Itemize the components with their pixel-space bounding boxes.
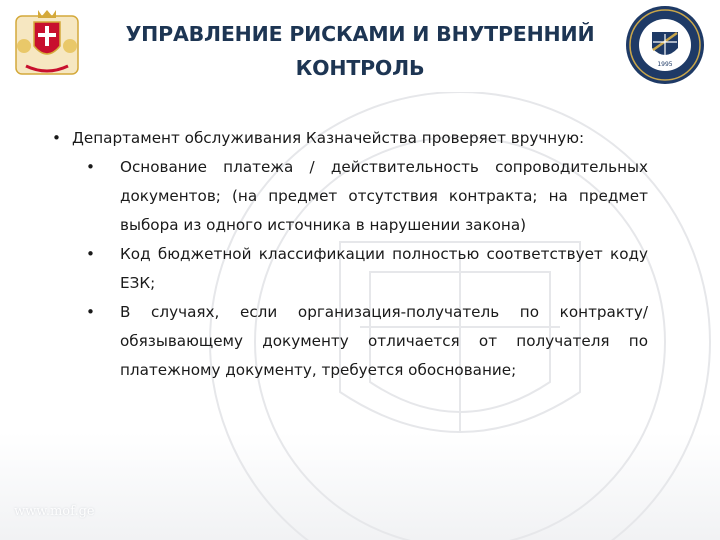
title-line-2: КОНТРОЛЬ xyxy=(295,56,425,80)
title-line-1: УПРАВЛЕНИЕ РИСКАМИ И ВНУТРЕННИЙ xyxy=(125,22,595,46)
intro-text: Департамент обслуживания Казначейства проверяет вручную: xyxy=(72,129,585,147)
slide-body xyxy=(50,124,648,385)
list-item xyxy=(86,240,648,298)
list-item xyxy=(86,153,648,240)
bullet-text: Основание платежа / действительность сопроводительных документов; (на предмет отсутствия контракта; на предмет выбора из одного источника в нарушении закона) xyxy=(120,158,648,234)
bullet-text: Код бюджетной классификации полностью соответствует коду ЕЗК; xyxy=(120,245,648,292)
list-item xyxy=(86,298,648,385)
slide-header xyxy=(0,0,720,96)
bullet-glyph: • xyxy=(86,303,95,321)
slide-title xyxy=(100,17,620,85)
treasury-seal-icon xyxy=(624,4,706,86)
bullet-text: В случаях, если организация-получатель по контракту/обязывающему документу отличается от получателя по платежному документу, требуется обоснование; xyxy=(120,303,648,379)
intro-bullet xyxy=(50,124,648,153)
bullet-glyph: • xyxy=(86,245,95,263)
georgia-coat-of-arms-icon xyxy=(12,6,82,78)
bullet-glyph: • xyxy=(86,158,95,176)
seal-year: 1995 xyxy=(657,61,673,68)
footer-url: www.mof.ge xyxy=(14,504,95,519)
